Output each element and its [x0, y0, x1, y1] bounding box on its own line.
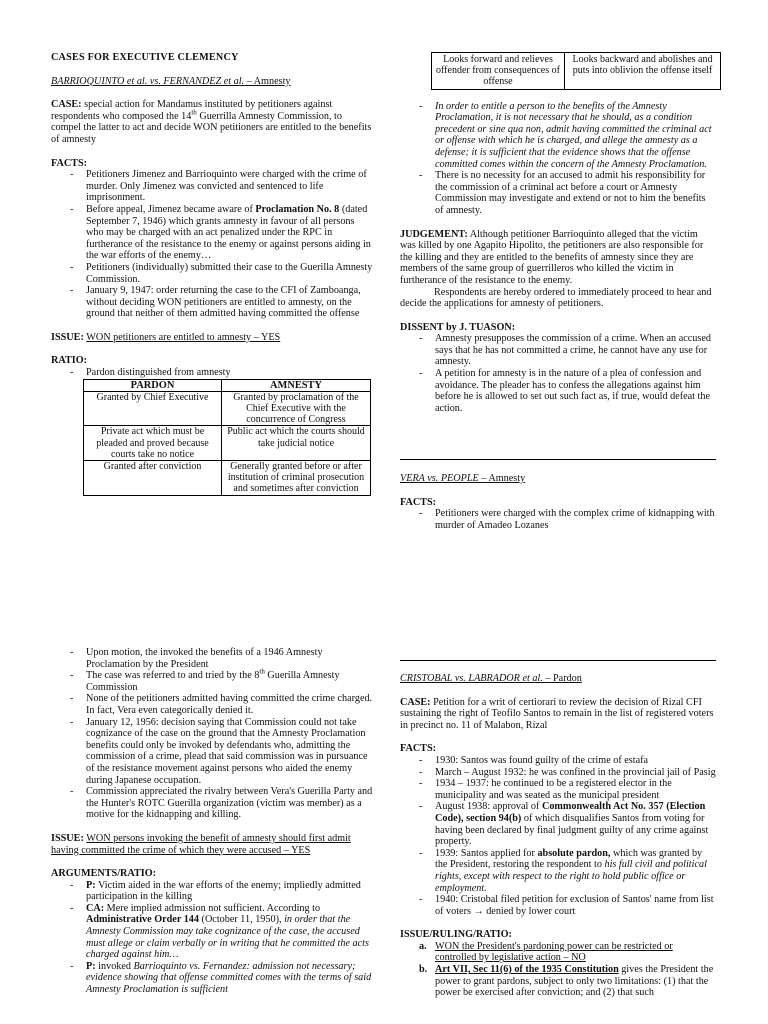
vera-case-section: [400, 473, 716, 531]
case-title-vera: VERA vs. PEOPLE – Amnesty: [400, 473, 526, 484]
table-cell: Granted after conviction: [84, 461, 222, 496]
arguments-heading: ARGUMENTS/RATIO:: [51, 868, 157, 880]
list-item: - P: invoked Barrioquinto vs. Fernandez: admission not necessary; evidence showing that offense committed comes with the terms of said Amnesty Proclamation is sufficient: [86, 961, 373, 996]
document-heading: CASES FOR EXECUTIVE CLEMENCY: [51, 52, 239, 63]
cristobal-facts-list: [400, 755, 716, 917]
list-item: - CA: Mere implied admission not sufficient. According to Administrative Order 144 (October 11, 1950), in order that the Amnesty Commission may take cognizance of the case, the accused must allege or claim verbally or in writing that he committed the acts charged against him…: [86, 903, 373, 961]
table-cell: Private act which must be pleaded and proved because courts take no notice: [84, 426, 222, 461]
section-divider: [400, 660, 716, 661]
table-cell: Generally granted before or after institution of criminal prosecution and sometimes after conviction: [222, 461, 371, 496]
list-item: - Petitioners were charged with the complex crime of kidnapping with murder of Amadeo Lozanes: [435, 508, 716, 531]
list-item: - Amnesty presupposes the commission of a crime. When an accused says that he has not committed a crime, he cannot have any use for amnesty.: [435, 333, 716, 368]
list-item: a. WON the President's pardoning power can be restricted or controlled by legislative action – NO: [419, 940, 673, 964]
table-cell: Looks backward and abolishes and puts into oblivion the offense itself: [565, 53, 721, 90]
facts-heading: FACTS:: [400, 496, 437, 508]
judgement-paragraph: JUDGEMENT: Although petitioner Barrioquinto alleged that the victim was killed by one Agapito Hipolito, the petitioners are also responsible for the killing and they are entitled to the benefits of amnesty since they are members of the same group of guerrilleros who killed the victim in furtherance of the resistance to the enemy.: [400, 228, 704, 286]
facts-list: [51, 169, 373, 320]
table-cell: Granted by proclamation of the Chief Executive with the concurrence of Congress: [222, 391, 371, 426]
list-item: - Pardon distinguished from amnesty: [86, 367, 373, 379]
table-cell: Looks forward and relieves offender from consequences of offense: [432, 53, 565, 90]
left-top-column: [51, 52, 373, 496]
table-header: PARDON: [84, 379, 222, 391]
issue-line: ISSUE: WON petitioners are entitled to amnesty – YES: [51, 331, 281, 343]
list-item: - 1934 – 1937: he continued to be a registered elector in the municipality and was seated as the municipal president: [435, 778, 716, 801]
dissent-heading: DISSENT by J. TUASON:: [400, 321, 516, 333]
list-item: - A petition for amnesty is in the nature of a plea of confession and avoidance. The pleader has to confess the allegations against him before he is allowed to set out such fact as, if true, would defeat the action.: [435, 368, 716, 414]
left-bottom-column: [51, 647, 373, 996]
pardon-amnesty-table: [83, 379, 371, 496]
list-item: - 1939: Santos applied for absolute pardon, which was granted by the President, restoring the respondent to his full civil and political rights, except with respect to the right to hold public office or employment.: [435, 848, 716, 894]
table-row: [432, 53, 721, 90]
vera-facts-list: [400, 508, 716, 531]
right-bottom-column: [400, 673, 716, 999]
table-cell: Granted by Chief Executive: [84, 391, 222, 426]
section-divider: [400, 459, 716, 460]
case-title-cristobal: CRISTOBAL vs. LABRADOR et al. – Pardon: [400, 673, 582, 684]
list-item: - P: Victim aided in the war efforts of the enemy; impliedly admitted participation in the killing: [86, 880, 373, 903]
judgement-paragraph-2: Respondents are hereby ordered to immediately proceed to hear and decide the applications for amnesty of petitioners.: [400, 286, 712, 310]
list-item: - None of the petitioners admitted having committed the crime charged. In fact, Vera even categorically denied it.: [86, 693, 373, 716]
list-item: - March – August 1932: he was confined in the provincial jail of Pasig: [435, 767, 716, 779]
issue-ruling-list: [400, 941, 716, 999]
facts-heading: FACTS:: [51, 157, 88, 169]
table-cell: Public act which the courts should take judicial notice: [222, 426, 371, 461]
table-row: [84, 426, 371, 461]
list-item: - The case was referred to and tried by the 8th Guerilla Amnesty Commission: [86, 670, 373, 693]
case-title-barrioquinto: BARRIOQUINTO et al. vs. FERNANDEZ et al. – Amnesty: [51, 75, 291, 87]
right-top-column: [400, 52, 716, 414]
list-item: b. Art VII, Sec 11(6) of the 1935 Constitution gives the President the power to grant pardons, subject to only two limitations: (1) that the power be exercised after conviction; and (2) that such: [419, 964, 714, 999]
ratio-heading: RATIO:: [51, 355, 88, 367]
issue-line: ISSUE: WON persons invoking the benefit of amnesty should first admit having committed the crime of which they were accused – YES: [51, 832, 351, 856]
list-item: - There is no necessity for an accused to admit his responsibility for the commission of a criminal act before a court or Amnesty Commission may investigate and extend or not to him the benefits of amnesty.: [435, 170, 716, 216]
list-item: - January 12, 1956: decision saying that Commission could not take cognizance of the case on the ground that the Amnesty Proclamation benefits could only be invoked by defendants who, admitting the commission of a crime, plead that said commission was in pursuance of the resistance movement against persons who aided the enemy during Japanese occupation.: [86, 717, 373, 787]
list-item: - January 9, 1947: order returning the case to the CFI of Zamboanga, without deciding WON petitioners are entitled to amnesty, on the ground that neither of them admitted having committed the offense: [86, 285, 373, 320]
dissent-list: [400, 333, 716, 414]
list-item: - Before appeal, Jimenez became aware of Proclamation No. 8 (dated September 7, 1946) which grants amnesty in favour of all persons who may be charged with an act penalized under the RPC in furtherance of the resistance to the enemy or against persons aiding in the war efforts of the enemy…: [86, 204, 373, 262]
ratio-list-continued: [400, 101, 716, 217]
table-row: [84, 391, 371, 426]
table-header-row: [84, 379, 371, 391]
case-summary: CASE: special action for Mandamus instituted by petitioners against respondents who composed the 14th Guerrilla Amnesty Commission, to compel the latter to act and decide WON petitioners are entitled to the benefits of amnesty: [51, 99, 372, 145]
list-item: - August 1938: approval of Commonwealth Act No. 357 (Election Code), section 94(b) of which disqualifies Santos from voting for having been declared by final judgment guilty of any crime against property.: [435, 801, 716, 847]
list-item: - Commission appreciated the rivalry between Vera's Guerilla Party and the Hunter's ROTC Guerilla organization (victim was member) as a motive for the kidnapping and killing.: [86, 786, 373, 821]
facts-heading: FACTS:: [400, 743, 437, 755]
table-header: AMNESTY: [222, 379, 371, 391]
list-item: - 1930: Santos was found guilty of the crime of estafa: [435, 755, 716, 767]
list-item: - In order to entitle a person to the benefits of the Amnesty Proclamation, it is not necessary that he should, as a condition precedent or sine qua non, admit having committed the criminal act or offense with which he is charged, and allege the amnesty as a defense; it is sufficient that the evidence shows that the offense committed comes within the concern of the Amnesty Proclamation.: [435, 101, 716, 171]
pardon-amnesty-table-continued: [431, 52, 721, 90]
issue-ruling-ratio-heading: ISSUE/RULING/RATIO:: [400, 929, 512, 941]
list-item: - 1940: Cristobal filed petition for exclusion of Santos' name from list of voters → denied by lower court: [435, 894, 716, 917]
case-summary: CASE: Petition for a writ of certiorari to review the decision of Rizal CFI sustaining the right of Teofilo Santos to remain in the list of registered voters in precinct no. 11 of Malabon, Rizal: [400, 696, 714, 731]
arguments-list: [51, 880, 373, 996]
vera-facts-list-continued: [51, 647, 373, 821]
list-item: - Upon motion, the invoked the benefits of a 1946 Amnesty Proclamation by the President: [86, 647, 373, 670]
ratio-list: [51, 367, 373, 379]
table-row: [84, 461, 371, 496]
list-item: - Petitioners (individually) submitted their case to the Guerilla Amnesty Commission.: [86, 262, 373, 285]
list-item: - Petitioners Jimenez and Barrioquinto were charged with the crime of murder. Only Jimenez was convicted and sentenced to life imprisonment.: [86, 169, 373, 204]
